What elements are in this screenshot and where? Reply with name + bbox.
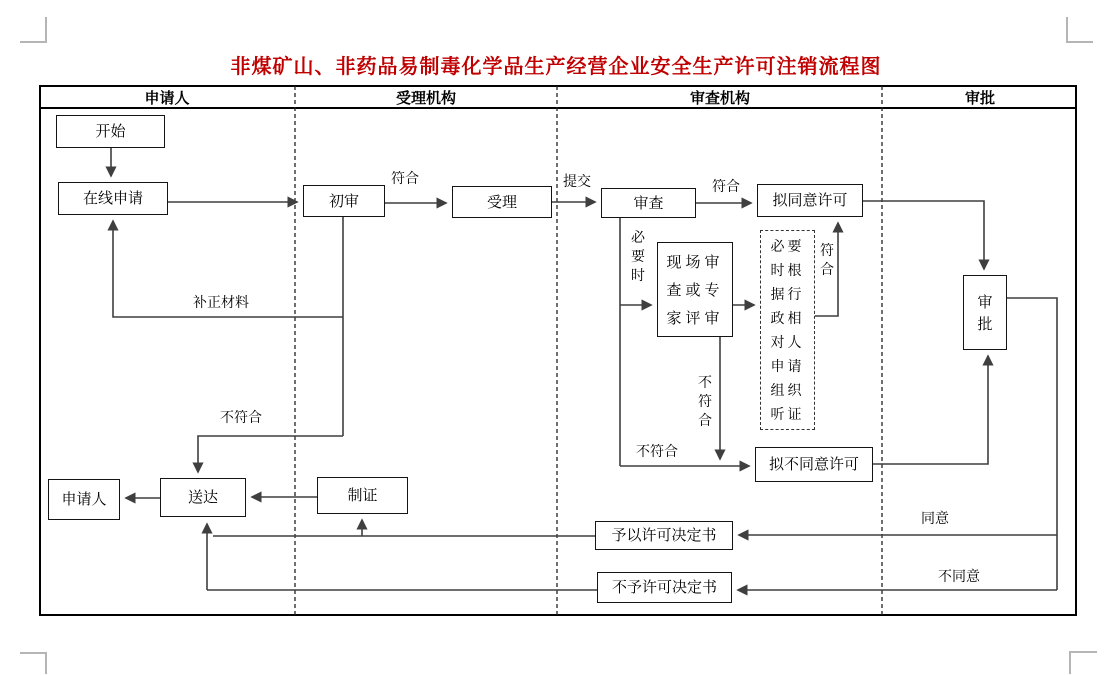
- node-online-apply: 在线申请: [58, 182, 168, 215]
- node-approval: 审批: [963, 275, 1007, 350]
- label-conform-review: 符合: [712, 179, 740, 195]
- edge-propose-approve-to-approval: [863, 201, 984, 269]
- label-not-conform-site: 不符合: [698, 375, 712, 429]
- lane-header-applicant: 申请人: [144, 89, 190, 107]
- label-not-conform-review: 不符合: [636, 444, 678, 460]
- lane-header-accepting-agency: 受理机构: [395, 89, 456, 107]
- node-make-certificate: 制证: [317, 477, 408, 514]
- label-submit: 提交: [563, 174, 591, 190]
- node-initial-review: 初审: [303, 185, 385, 217]
- node-hearing: 必要时根据行政相对人申请组织听证: [760, 230, 815, 430]
- node-accept: 受理: [452, 186, 552, 218]
- node-site-review: 现场审查或专家评审: [657, 242, 733, 337]
- node-applicant: 申请人: [48, 479, 120, 520]
- node-propose-approve: 拟同意许可: [757, 184, 863, 217]
- lane-header-approval: 审批: [964, 89, 995, 107]
- node-deliver: 送达: [160, 478, 246, 517]
- node-permit-decision: 予以许可决定书: [595, 521, 733, 550]
- node-propose-reject: 拟不同意许可: [755, 447, 873, 482]
- label-agree: 同意: [921, 511, 949, 527]
- label-conform-hearing: 符合: [820, 243, 834, 278]
- lane-header-review-agency: 审查机构: [689, 89, 750, 107]
- page-title: 非煤矿山、非药品易制毒化学品生产经营企业安全生产许可注销流程图: [230, 54, 882, 78]
- node-no-permit-decision: 不予许可决定书: [597, 572, 732, 603]
- label-disagree: 不同意: [938, 569, 980, 585]
- node-start: 开始: [56, 115, 165, 148]
- edge-propose-reject-to-approval: [873, 356, 988, 464]
- label-when-necessary: 必要时: [631, 230, 645, 284]
- edge-initial-reject-to-deliver: [198, 436, 343, 472]
- edge-approval-out-trunk: [1007, 298, 1057, 590]
- label-supplement-material: 补正材料: [193, 295, 249, 311]
- node-review: 审查: [601, 188, 696, 218]
- label-not-conform-initial: 不符合: [220, 410, 262, 426]
- label-conform-initial: 符合: [391, 171, 419, 187]
